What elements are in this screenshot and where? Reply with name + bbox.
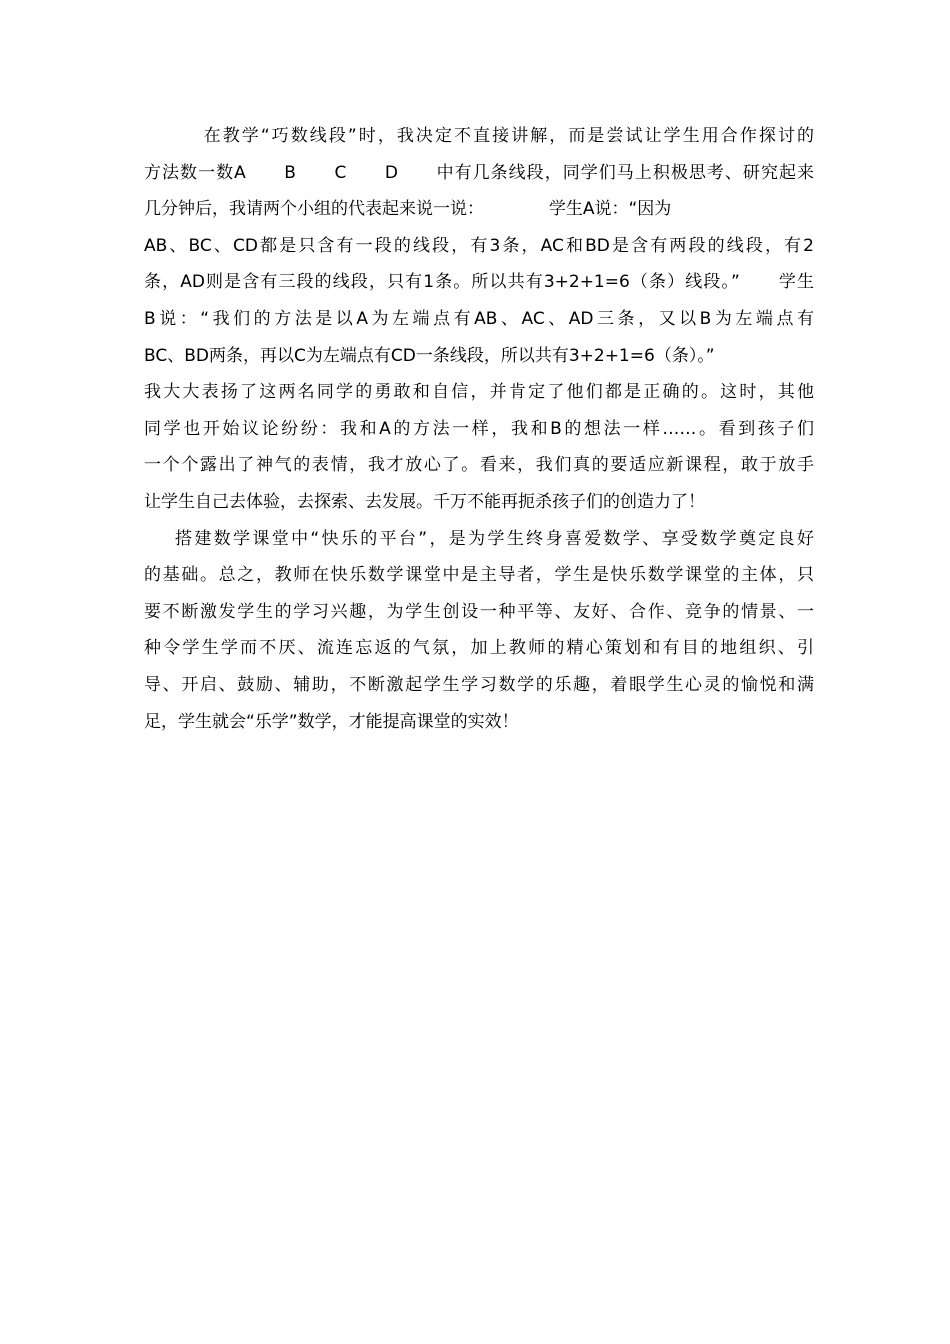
text-line: AB、BC、CD都是只含有一段的线段，有3条，AC和BD是含有两段的线段，有2 bbox=[144, 235, 814, 256]
text-line: 方法数一数A B C D 中有几条线段，同学们马上积极思考、研究起来 bbox=[144, 162, 814, 183]
text-line: 足，学生就会“乐学”数学，才能提高课堂的实效！ bbox=[144, 711, 519, 732]
text-line: 搭建数学课堂中“快乐的平台”，是为学生终身喜爱数学、享受数学奠定良好 bbox=[144, 528, 814, 549]
text-line: BC、BD两条，再以C为左端点有CD一条线段，所以共有3+2+1=6（条）。” bbox=[144, 345, 715, 366]
text-line: 一个个露出了神气的表情，我才放心了。看来，我们真的要适应新课程，敢于放手 bbox=[144, 455, 814, 476]
text-line: 要不断激发学生的学习兴趣，为学生创设一种平等、友好、合作、竞争的情景、一 bbox=[144, 601, 814, 622]
text-line: 同学也开始议论纷纷：我和A的方法一样，我和B的想法一样……。看到孩子们 bbox=[144, 418, 814, 439]
text-line: 我大大表扬了这两名同学的勇敢和自信，并肯定了他们都是正确的。这时，其他 bbox=[144, 382, 814, 403]
body-text bbox=[144, 118, 814, 740]
text-line: 条，AD则是含有三段的线段，只有1条。所以共有3+2+1=6（条）线段。” 学生 bbox=[144, 272, 814, 293]
text-line: 导、开启、鼓励、辅助，不断激起学生学习数学的乐趣，着眼学生心灵的愉悦和满 bbox=[144, 674, 814, 695]
text-line: 几分钟后，我请两个小组的代表起来说一说： 学生A说：“因为 bbox=[144, 199, 672, 220]
text-line: 让学生自己去体验，去探索、去发展。千万不能再扼杀孩子们的创造力了！ bbox=[144, 491, 705, 512]
text-line: B说：“我们的方法是以A为左端点有AB、AC、AD三条，又以B为左端点有 bbox=[144, 308, 814, 329]
text-line: 种令学生学而不厌、流连忘返的气氛，加上教师的精心策划和有目的地组织、引 bbox=[144, 638, 814, 659]
text-line: 在教学“巧数线段”时，我决定不直接讲解，而是尝试让学生用合作探讨的 bbox=[144, 126, 814, 146]
text-line: 的基础。总之，教师在快乐数学课堂中是主导者，学生是快乐数学课堂的主体，只 bbox=[144, 565, 814, 586]
